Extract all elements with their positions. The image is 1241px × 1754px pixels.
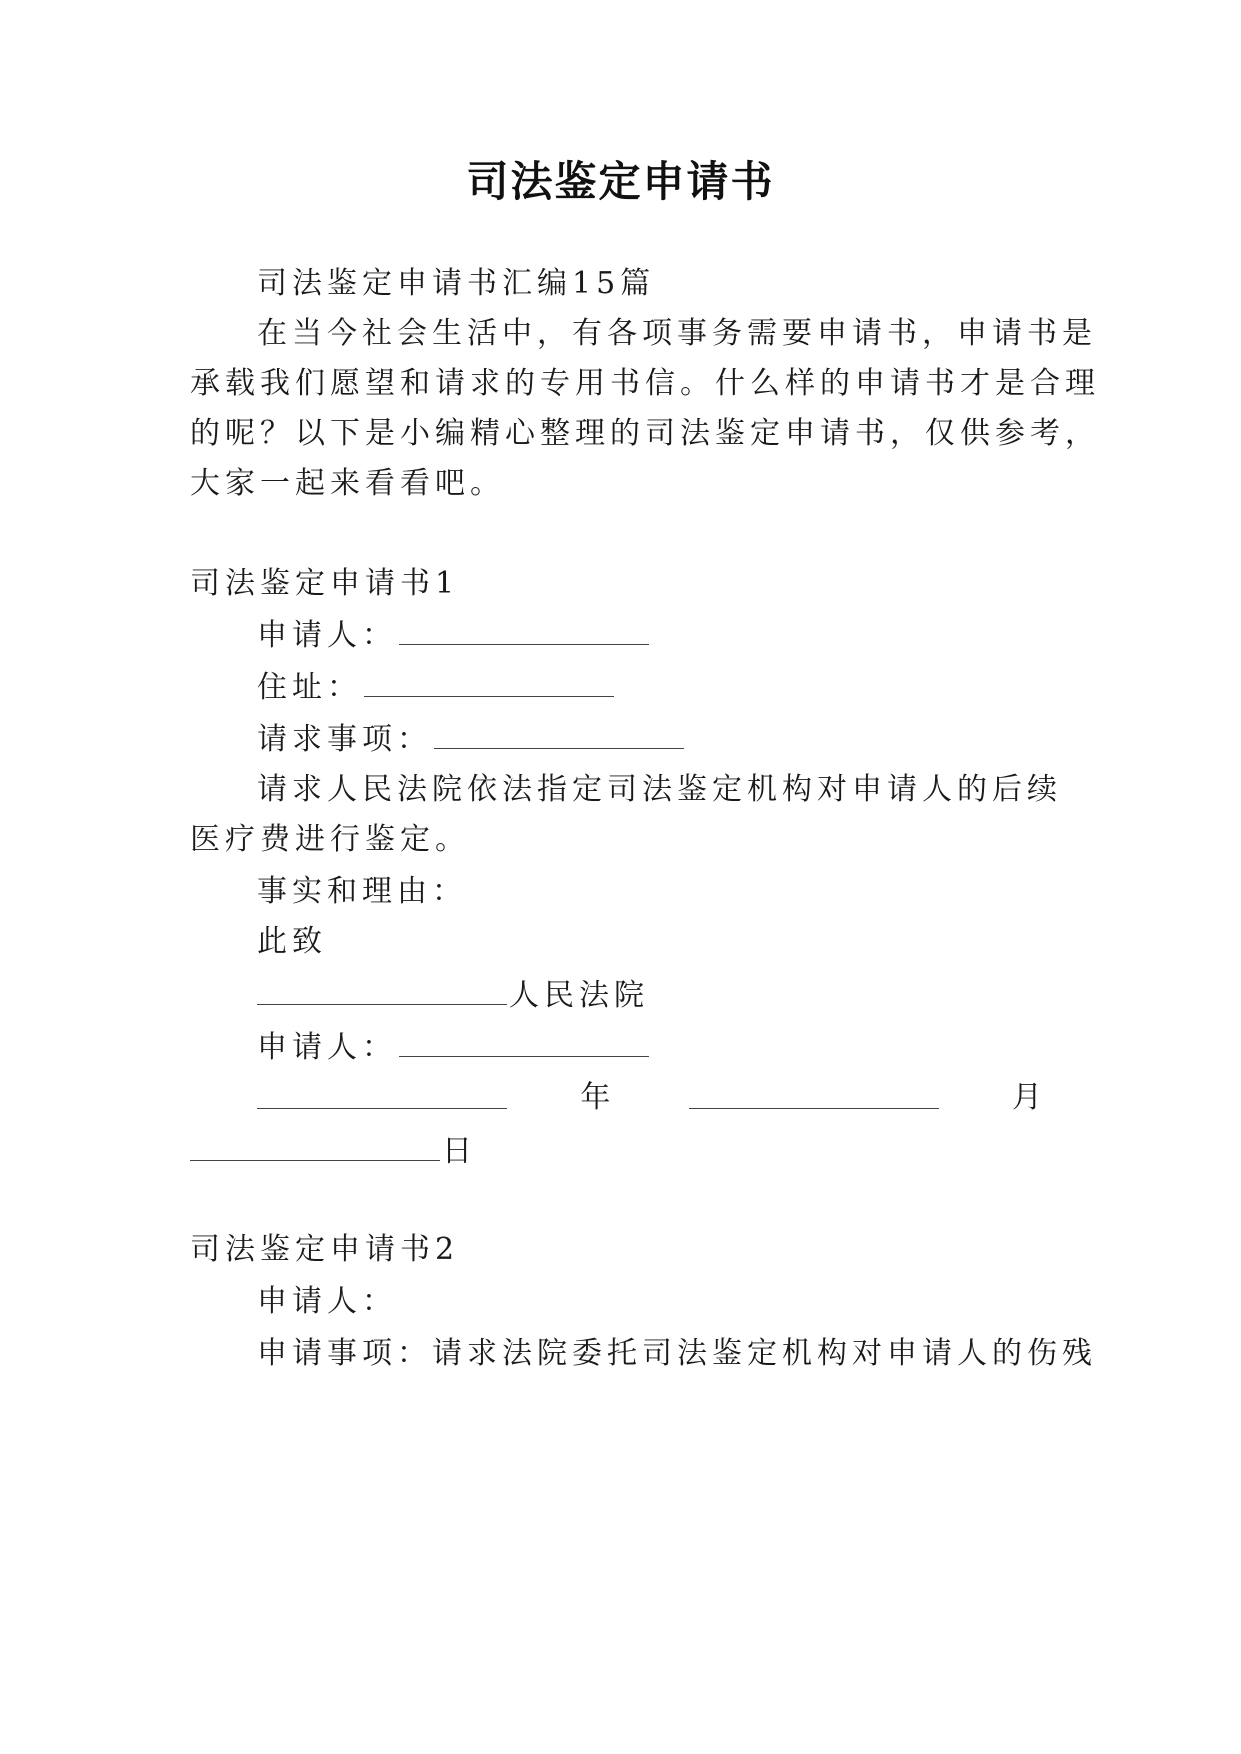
applicant-label: 申请人： bbox=[257, 618, 397, 653]
facts-label: 事实和理由： bbox=[257, 874, 467, 909]
day-label: 日 bbox=[442, 1134, 477, 1169]
section-2-request-line: 申请事项：请求法院委托司法鉴定机构对申请人的伤残 bbox=[257, 1336, 1097, 1371]
request-text-line-1: 请求人民法院依法指定司法鉴定机构对申请人的后续 bbox=[257, 772, 1062, 807]
section-2-applicant-label: 申请人： bbox=[257, 1284, 397, 1319]
month-label: 月 bbox=[1011, 1080, 1047, 1115]
request-blank bbox=[434, 718, 684, 749]
intro-heading: 司法鉴定申请书汇编15篇 bbox=[257, 266, 656, 301]
year-blank bbox=[257, 1078, 507, 1109]
intro-paragraph-line-3: 的呢？以下是小编精心整理的司法鉴定申请书，仅供参考， bbox=[190, 416, 1100, 451]
page-title: 司法鉴定申请书 bbox=[466, 157, 775, 206]
intro-paragraph-line-1: 在当今社会生活中，有各项事务需要申请书，申请书是 bbox=[257, 316, 1097, 351]
court-row bbox=[257, 974, 649, 1016]
request-text-line-2: 医疗费进行鉴定。 bbox=[190, 822, 470, 857]
applicant-sign-row bbox=[257, 1026, 651, 1068]
court-blank bbox=[257, 974, 507, 1005]
date-row bbox=[257, 1078, 1047, 1118]
section-1-heading: 司法鉴定申请书1 bbox=[190, 566, 460, 601]
applicant-row bbox=[257, 614, 651, 656]
court-suffix: 人民法院 bbox=[509, 978, 649, 1013]
intro-paragraph-line-4: 大家一起来看看吧。 bbox=[190, 466, 505, 501]
intro-paragraph-line-2: 承载我们愿望和请求的专用书信。什么样的申请书才是合理 bbox=[190, 366, 1100, 401]
address-row bbox=[257, 666, 616, 708]
address-blank bbox=[364, 666, 614, 697]
salutation: 此致 bbox=[257, 924, 327, 959]
applicant-sign-label: 申请人： bbox=[257, 1030, 397, 1065]
day-row bbox=[190, 1130, 477, 1172]
year-label: 年 bbox=[580, 1080, 616, 1115]
request-row bbox=[257, 718, 686, 760]
request-label: 请求事项： bbox=[257, 722, 432, 757]
applicant-blank bbox=[399, 614, 649, 645]
applicant-sign-blank bbox=[399, 1026, 649, 1057]
month-blank bbox=[689, 1078, 939, 1109]
day-blank bbox=[190, 1130, 440, 1161]
section-2-heading: 司法鉴定申请书2 bbox=[190, 1232, 460, 1267]
address-label: 住址： bbox=[257, 670, 362, 705]
